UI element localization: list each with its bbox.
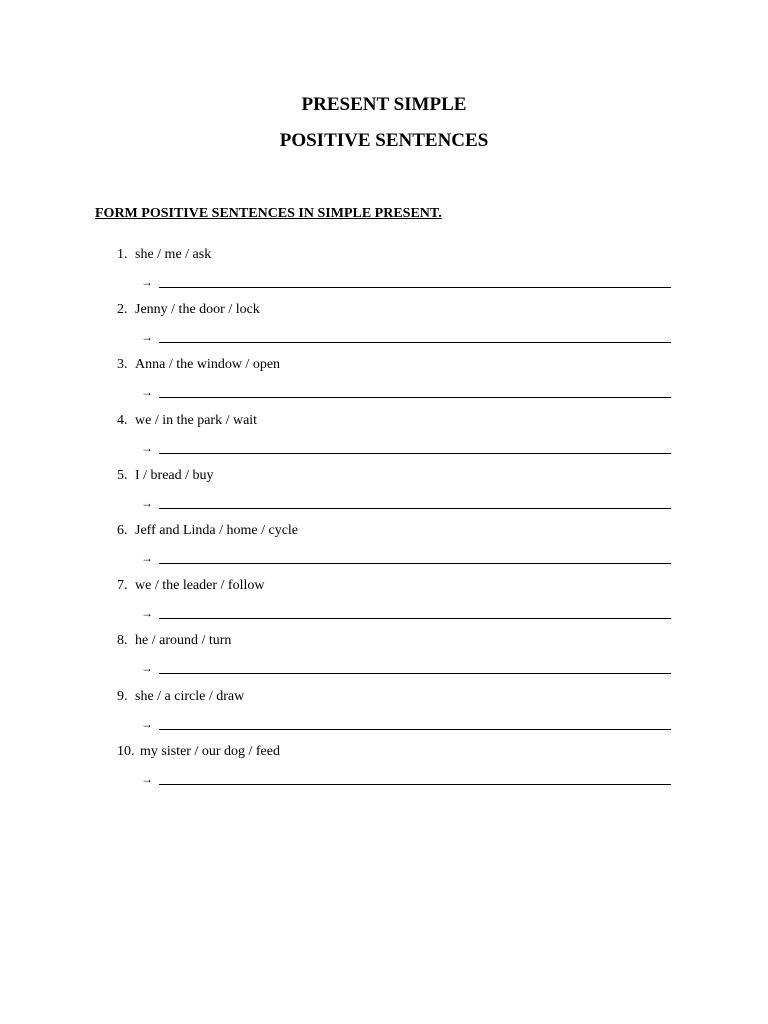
answer-row	[141, 770, 671, 788]
answer-line	[159, 563, 671, 564]
exercise-item-7	[0, 577, 768, 632]
arrow-right-icon: →	[141, 385, 153, 400]
answer-line	[159, 397, 671, 398]
answer-row	[141, 715, 671, 733]
arrow-right-icon: →	[141, 440, 153, 455]
answer-line	[159, 453, 671, 454]
exercise-item-1	[0, 246, 768, 301]
arrow-right-icon: →	[141, 550, 153, 565]
exercise-item-10	[0, 743, 768, 798]
exercise-item-3	[0, 356, 768, 411]
item-prompt: my sister / our dog / feed	[140, 743, 280, 759]
item-prompt: Jenny / the door / lock	[135, 302, 260, 318]
answer-line	[159, 618, 671, 619]
exercise-instruction: FORM POSITIVE SENTENCES IN SIMPLE PRESENT.	[95, 206, 442, 221]
exercise-item-4	[0, 412, 768, 467]
item-prompt: she / me / ask	[135, 247, 212, 262]
item-prompt: she / a circle / draw	[135, 688, 245, 704]
answer-row	[141, 439, 671, 457]
item-prompt: he / around / turn	[135, 633, 232, 649]
item-number: 10.	[117, 743, 135, 759]
answer-row	[141, 273, 671, 291]
answer-row	[141, 494, 671, 512]
answer-row	[141, 383, 671, 401]
answer-line	[159, 342, 671, 343]
item-number: 9.	[117, 688, 128, 704]
answer-line	[159, 673, 671, 674]
item-number: 1.	[117, 247, 128, 262]
arrow-right-icon: →	[141, 771, 153, 786]
answer-row	[141, 549, 671, 567]
exercise-list	[0, 246, 768, 798]
arrow-right-icon: →	[141, 330, 153, 345]
arrow-right-icon: →	[141, 495, 153, 510]
arrow-right-icon: →	[141, 661, 153, 676]
arrow-right-icon: →	[141, 275, 153, 289]
exercise-item-5	[0, 467, 768, 522]
item-prompt: Anna / the window / open	[135, 357, 281, 373]
exercise-item-8	[0, 632, 768, 687]
arrow-right-icon: →	[141, 606, 153, 621]
item-number: 2.	[117, 302, 128, 318]
item-prompt: Jeff and Linda / home / cycle	[135, 522, 299, 538]
page-subtitle: POSITIVE SENTENCES	[279, 130, 489, 151]
item-prompt: I / bread / buy	[135, 467, 214, 483]
answer-line	[159, 729, 671, 730]
page-title: PRESENT SIMPLE	[301, 94, 467, 115]
exercise-item-2	[0, 301, 768, 356]
answer-line	[159, 784, 671, 785]
item-prompt: we / the leader / follow	[135, 578, 265, 594]
item-number: 8.	[117, 633, 128, 649]
item-prompt: we / in the park / wait	[135, 412, 258, 428]
item-number: 6.	[117, 522, 128, 538]
answer-line	[159, 508, 671, 509]
item-number: 4.	[117, 412, 128, 428]
answer-line	[159, 287, 671, 288]
item-number: 3.	[117, 357, 128, 373]
exercise-item-6	[0, 522, 768, 577]
answer-row	[141, 604, 671, 622]
exercise-item-9	[0, 688, 768, 743]
answer-row	[141, 328, 671, 346]
answer-row	[141, 659, 671, 677]
arrow-right-icon: →	[141, 716, 153, 731]
item-number: 7.	[117, 578, 128, 594]
item-number: 5.	[117, 467, 128, 483]
